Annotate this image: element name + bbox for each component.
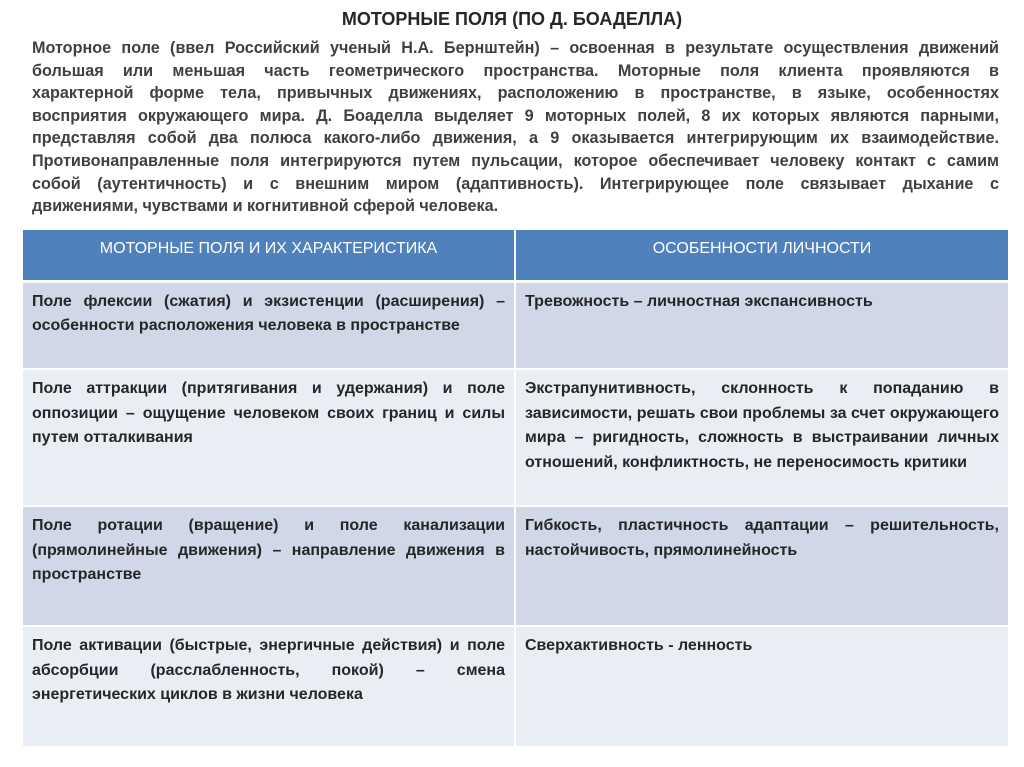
cell-personality-traits: Экстрапунитивность, склонность к попаданию в зависимости, решать свои проблемы за счет окружающего мира – ригидность, сложность в выстраивании личных отношений, конфликтность, не переносимость критики <box>515 369 1008 506</box>
cell-motor-field: Поле ротации (вращение) и поле канализации (прямолинейные движения) – направление движения в пространстве <box>23 506 515 626</box>
cell-personality-traits: Сверхактивность - ленность <box>515 626 1008 747</box>
intro-line: восприятия окружающего мира. Д. Боаделла выделяет 9 моторных полей, 8 их которых являются парными, <box>32 106 999 125</box>
intro-line: движениями, чувствами и когнитивной сферой человека. <box>32 197 499 216</box>
motor-fields-table <box>23 230 1008 748</box>
table-header-row <box>23 230 1008 281</box>
cell-motor-field: Поле флексии (сжатия) и экзистенции (расширения) – особенности расположения человека в пространстве <box>23 281 515 369</box>
intro-line: характерной форме тела, привычных движениях, расположению в пространстве, в языке, особенностях <box>32 84 999 103</box>
cell-personality-traits: Гибкость, пластичность адаптации – решительность, настойчивость, прямолинейность <box>515 506 1008 626</box>
intro-line: Противонаправленные поля интегрируются путем пульсации, которое обеспечивает человеку контакт с самим <box>32 151 999 170</box>
header-motor-fields: МОТОРНЫЕ ПОЛЯ И ИХ ХАРАКТЕРИСТИКА <box>23 230 515 281</box>
table-row <box>23 626 1008 747</box>
table-row <box>23 281 1008 369</box>
slide-title: МОТОРНЫЕ ПОЛЯ (ПО Д. БОАДЕЛЛА) <box>341 9 683 29</box>
table-row <box>23 506 1008 626</box>
intro-line: представляя собой два полюса какого-либо движения, а 9 оказывается интегрирующим их взаимодействие. <box>32 129 999 148</box>
intro-line: Моторное поле (ввел Российский ученый Н.А. Бернштейн) – освоенная в результате осуществления движений <box>32 39 999 57</box>
cell-personality-traits: Тревожность – личностная экспансивность <box>515 281 1008 369</box>
intro-paragraph <box>32 37 999 218</box>
table-row <box>23 369 1008 506</box>
cell-motor-field: Поле аттракции (притягивания и удержания) и поле оппозиции – ощущение человеком своих границ и силы путем отталкивания <box>23 369 515 506</box>
intro-line: большая или меньшая часть геометрического пространства. Моторные поля клиента проявляются в <box>32 61 999 80</box>
intro-line: собой (аутентичность) и с внешним миром (адаптивность). Интегрирующее поле связывает дыхание с <box>32 174 999 193</box>
header-personality-traits: ОСОБЕННОСТИ ЛИЧНОСТИ <box>515 230 1008 281</box>
cell-motor-field: Поле активации (быстрые, энергичные действия) и поле абсорбции (расслабленность, покой) – смена энергетических циклов в жизни человека <box>23 626 515 747</box>
